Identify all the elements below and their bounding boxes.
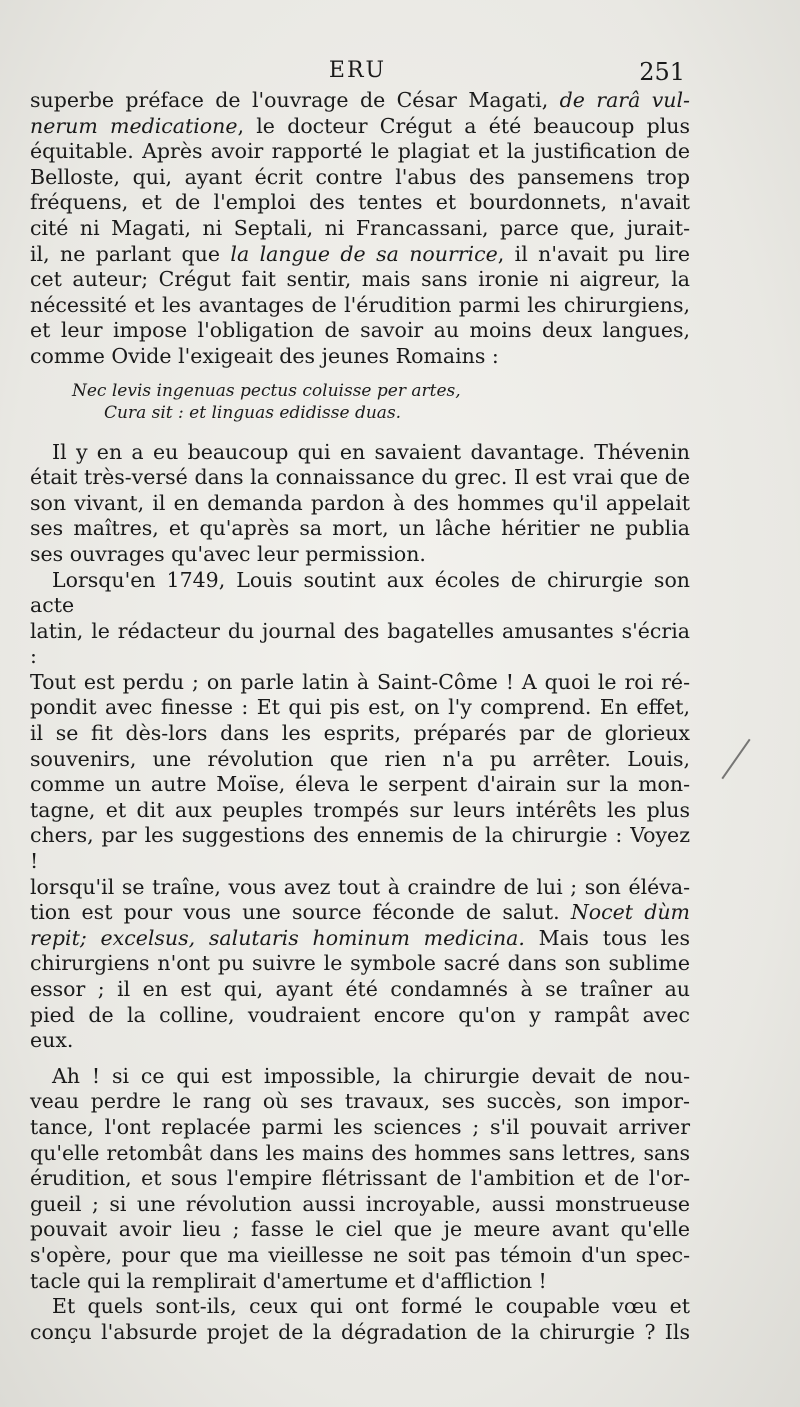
quote-line: Nec levis ingenuas pectus coluisse per artes, — [72, 380, 461, 401]
text-line: nerum medicatione, le docteur Crégut a été beaucoup plus — [30, 113, 690, 138]
text-line: érudition, et sous l'empire flétrissant de l'ambition et de l'or- — [30, 1166, 690, 1191]
text-line: chers, par les suggestions des ennemis de la chirurgie : Voyez ! — [30, 823, 690, 874]
text-line: qu'elle retombât dans les mains des hommes sans lettres, sans — [30, 1140, 690, 1165]
text-line: latin, le rédacteur du journal des bagatelles amusantes s'écria : — [30, 618, 690, 669]
text-line: pondit avec finesse : Et qui pis est, on l'y comprend. En effet, — [30, 695, 690, 720]
text-line: lorsqu'il se traîne, vous avez tout à craindre de lui ; son éléva- — [30, 874, 690, 899]
page-header — [30, 56, 685, 90]
text-line: il se fit dès-lors dans les esprits, préparés par de glorieux — [30, 721, 690, 746]
running-head: ERU — [328, 58, 387, 83]
text-line: Tout est perdu ; on parle latin à Saint-Côme ! A quoi le roi ré- — [30, 669, 690, 694]
text-line: tance, l'ont replacée parmi les sciences ; s'il pouvait arriver — [30, 1114, 690, 1139]
quote-line: Cura sit : et linguas edidisse duas. — [104, 402, 402, 423]
text-line: son vivant, il en demanda pardon à des hommes qu'il appelait — [30, 490, 690, 515]
text-line: ses maîtres, et qu'après sa mort, un lâche héritier ne publia — [30, 516, 690, 541]
body-text — [30, 88, 690, 1345]
latin-quote — [30, 380, 690, 424]
text-line: ses ouvrages qu'avec leur permission. — [30, 541, 426, 566]
text-line: tagne, et dit aux peuples trompés sur leurs intérêts les plus — [30, 797, 690, 822]
text-line: comme un autre Moïse, éleva le serpent d'airain sur la mon- — [30, 772, 690, 797]
margin-pencil-mark — [721, 739, 750, 779]
text-line: veau perdre le rang où ses travaux, ses succès, son impor- — [30, 1089, 690, 1114]
text-line: Il y en a eu beaucoup qui en savaient davantage. Thévenin — [52, 439, 690, 464]
text-line: nécessité et les avantages de l'érudition parmi les chirurgiens, — [30, 292, 690, 317]
text-line: gueil ; si une révolution aussi incroyable, aussi monstrueuse — [30, 1191, 690, 1216]
text-line: pied de la colline, voudraient encore qu'on y rampât avec — [30, 1002, 690, 1027]
text-line: superbe préface de l'ouvrage de César Magati, de rarâ vul- — [30, 88, 690, 112]
text-line: repit; excelsus, salutaris hominum medicina. Mais tous les — [30, 925, 690, 950]
text-line: essor ; il en est qui, ayant été condamnés à se traîner au — [30, 977, 690, 1001]
text-line: conçu l'absurde projet de la dégradation de la chirurgie ? Ils — [30, 1319, 690, 1344]
text-line: Ah ! si ce qui est impossible, la chirurgie devait de nou- — [52, 1063, 690, 1088]
text-line: s'opère, pour que ma vieillesse ne soit pas témoin d'un spec- — [30, 1242, 690, 1267]
text-line: souvenirs, une révolution que rien n'a pu arrêter. Louis, — [30, 746, 690, 771]
text-line: équitable. Après avoir rapporté le plagiat et la justification de — [30, 139, 690, 164]
text-line: tacle qui la remplirait d'amertume et d'affliction ! — [30, 1268, 547, 1293]
text-line: fréquens, et de l'emploi des tentes et bourdonnets, n'avait — [30, 190, 690, 215]
text-line: chirurgiens n'ont pu suivre le symbole sacré dans son sublime — [30, 951, 690, 976]
text-line: eux. — [30, 1028, 74, 1053]
text-line: et leur impose l'obligation de savoir au moins deux langues, — [30, 318, 690, 343]
page-number: 251 — [639, 58, 685, 86]
text-line: tion est pour vous une source féconde de salut. Nocet dùm — [30, 900, 690, 925]
text-line: cet auteur; Crégut fait sentir, mais sans ironie ni aigreur, la — [30, 267, 690, 292]
text-line: était très-versé dans la connaissance du grec. Il est vrai que de — [30, 465, 690, 490]
text-line: Belloste, qui, ayant écrit contre l'abus des pansemens trop — [30, 164, 690, 189]
text-line: il, ne parlant que la langue de sa nourrice, il n'avait pu lire — [30, 241, 690, 266]
text-line: cité ni Magati, ni Septali, ni Francassani, parce que, jurait- — [30, 215, 690, 240]
text-line: pouvait avoir lieu ; fasse le ciel que je meure avant qu'elle — [30, 1217, 690, 1242]
text-line: comme Ovide l'exigeait des jeunes Romains : — [30, 343, 499, 368]
text-line: Et quels sont-ils, ceux qui ont formé le coupable vœu et — [52, 1294, 690, 1319]
text-line: Lorsqu'en 1749, Louis soutint aux écoles de chirurgie son acte — [30, 567, 690, 618]
